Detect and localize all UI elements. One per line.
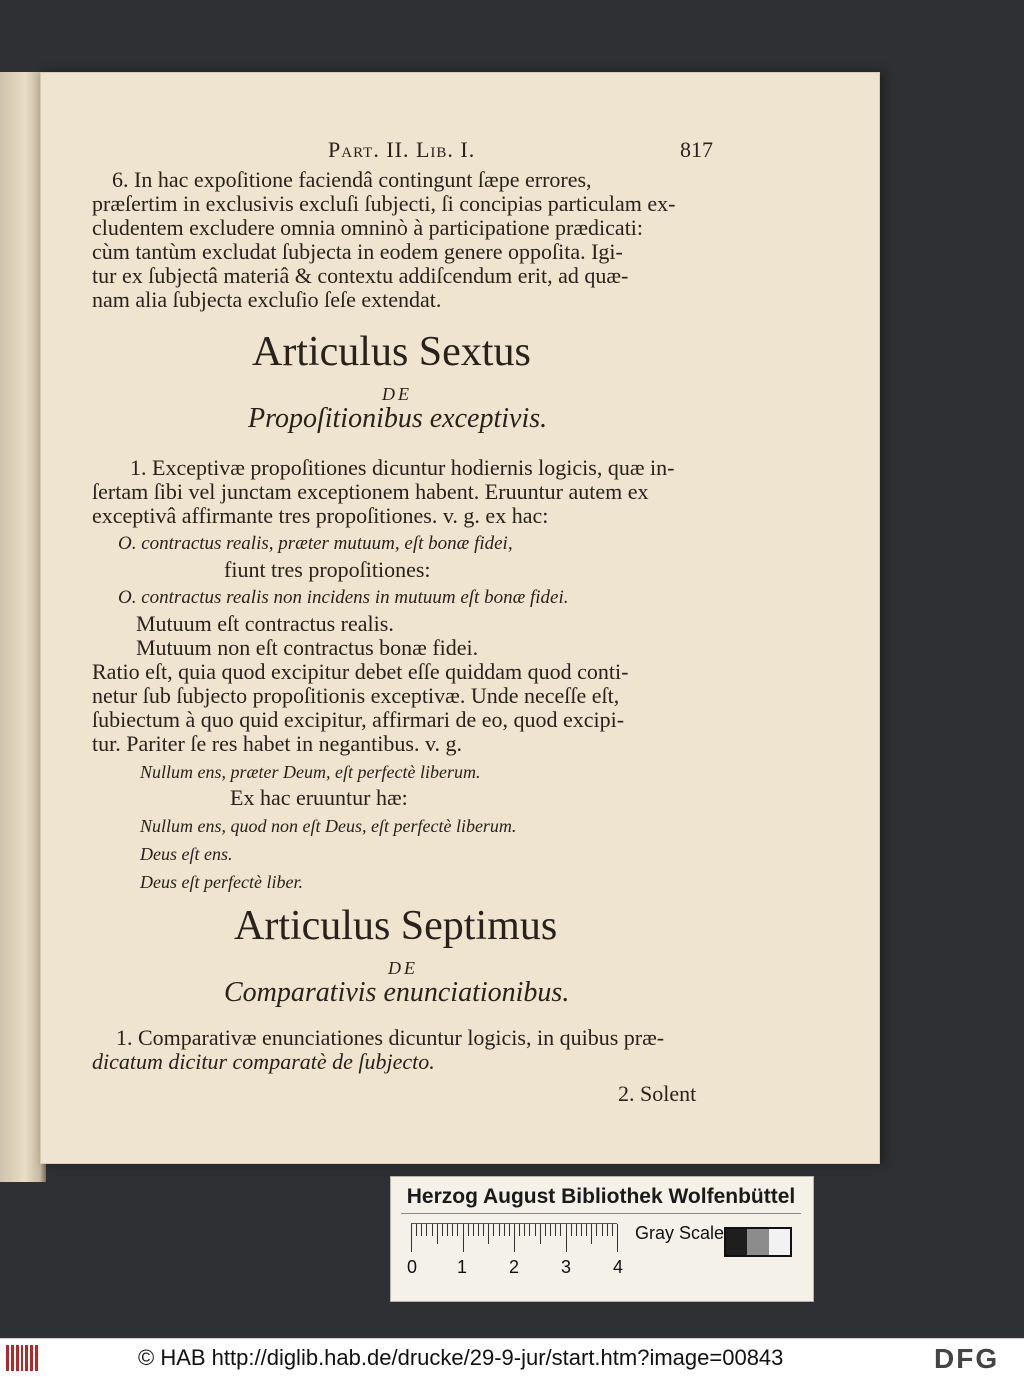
- ruler-tick: [463, 1224, 464, 1252]
- ruler-number: 4: [613, 1257, 624, 1277]
- example-line: Deus eſt ens.: [140, 844, 233, 864]
- ruler-tick: [457, 1224, 458, 1236]
- ruler-tick: [452, 1224, 453, 1236]
- article-subheading: Propoſitionibus exceptivis.: [248, 403, 548, 434]
- text-line: 1. Exceptivæ propoſitiones dicuntur hodiernis logicis, quæ in-: [130, 455, 675, 480]
- ruler-tick: [566, 1224, 567, 1252]
- ruler-tick: [540, 1224, 541, 1244]
- ruler-tick: [596, 1224, 597, 1236]
- text-line: netur ſub ſubjecto propoſitionis exceptivæ. Unde neceſſe eſt,: [92, 683, 620, 708]
- text-line: ſertam ſibi vel junctam exceptionem habent. Eruuntur autem ex: [92, 479, 649, 504]
- ruler-tick: [437, 1224, 438, 1244]
- running-header: Part. II. Lib. I.: [328, 137, 476, 162]
- text-line: præſertim in exclusivis excluſi ſubjecti, ſi concipias particulam ex-: [92, 191, 676, 216]
- ruler-tick: [571, 1224, 572, 1236]
- gray-swatches: [724, 1227, 792, 1257]
- ruler-number: 2: [509, 1257, 520, 1277]
- ruler-tick: [493, 1224, 494, 1236]
- example-line: O. contractus realis, præter mutuum, eſt bonæ fidei,: [118, 533, 513, 554]
- gray-swatch-mid: [747, 1229, 768, 1255]
- text-line: Mutuum non eſt contractus bonæ fidei.: [136, 635, 479, 660]
- ruler-tick: [519, 1224, 520, 1236]
- ruler-tick: [499, 1224, 500, 1236]
- ruler-number: 0: [407, 1257, 418, 1277]
- footer-copyright: © HAB http://diglib.hab.de/drucke/29-9-jur/start.htm?image=00843: [138, 1345, 784, 1370]
- example-line: Nullum ens, præter Deum, eſt perfectè liberum.: [140, 762, 481, 782]
- article-subheading: Comparativis enunciationibus.: [224, 977, 570, 1008]
- text-line: dicatum dicitur comparatè de ſubjecto.: [92, 1049, 435, 1074]
- ruler-tick: [473, 1224, 474, 1236]
- ruler-tick: [591, 1224, 592, 1244]
- ruler-tick: [545, 1224, 546, 1236]
- ruler-tick: [421, 1224, 422, 1236]
- example-line: Deus eſt perfectè liber.: [140, 872, 303, 892]
- page-number: 817: [680, 137, 713, 162]
- ruler-tick: [586, 1224, 587, 1236]
- ruler-tick: [607, 1224, 608, 1236]
- ruler-tick: [432, 1224, 433, 1236]
- ruler-tick: [524, 1224, 525, 1236]
- ruler-tick: [514, 1224, 515, 1252]
- article-de: DE: [382, 384, 412, 404]
- text-line: 1. Comparativæ enunciationes dicuntur logicis, in quibus præ-: [116, 1025, 665, 1050]
- ruler-number: 1: [457, 1257, 468, 1277]
- text-line: ſubiectum à quo quid excipitur, affirmari de eo, quod excipi-: [92, 707, 625, 732]
- hab-logo-icon: [6, 1345, 38, 1371]
- ruler-tick: [535, 1224, 536, 1236]
- text-line: exceptivâ affirmante tres propoſitiones. v. g. ex hac:: [92, 503, 549, 528]
- ruler-tick: [504, 1224, 505, 1236]
- text-line: tur ex ſubjectâ materiâ & contextu addiſcendum erit, ad quæ-: [92, 263, 629, 288]
- ruler-number: 3: [561, 1257, 572, 1277]
- text-line: tur. Pariter ſe res habet in negantibus. v. g.: [92, 731, 463, 756]
- article-heading: Articulus Sextus: [252, 329, 531, 375]
- catchword: 2. Solent: [618, 1081, 697, 1106]
- ruler-tick: [447, 1224, 448, 1236]
- ruler-tick: [468, 1224, 469, 1236]
- text-line: cludentem excludere omnia omninò à participatione prædicati:: [92, 215, 644, 240]
- ruler-tick: [581, 1224, 582, 1236]
- gray-swatch-light: [769, 1229, 790, 1255]
- ruler-tick: [416, 1224, 417, 1236]
- example-line: O. contractus realis non incidens in mutuum eſt bonæ fidei.: [118, 587, 569, 608]
- ruler-tick: [488, 1224, 489, 1244]
- scale-ruler: [411, 1223, 617, 1252]
- ruler-tick: [555, 1224, 556, 1236]
- article-heading: Articulus Septimus: [234, 903, 558, 949]
- target-title: Herzog August Bibliothek Wolfenbüttel: [401, 1185, 801, 1214]
- ruler-tick: [426, 1224, 427, 1236]
- article-de: DE: [388, 958, 418, 978]
- ruler-tick: [478, 1224, 479, 1236]
- ruler-tick: [483, 1224, 484, 1236]
- text-line: Ex hac eruuntur hæ:: [230, 785, 408, 810]
- gray-swatch-dark: [726, 1229, 747, 1255]
- ruler-tick: [411, 1224, 412, 1252]
- ruler-tick: [612, 1224, 613, 1236]
- text-line: Ratio eſt, quia quod excipitur debet eſſe quiddam quod conti-: [92, 659, 629, 684]
- ruler-tick: [509, 1224, 510, 1236]
- ruler-tick: [550, 1224, 551, 1236]
- ruler-tick: [529, 1224, 530, 1236]
- footer-bar: [0, 1338, 1024, 1377]
- color-target-card: [390, 1176, 814, 1302]
- text-line: fiunt tres propoſitiones:: [224, 557, 431, 582]
- ruler-tick: [560, 1224, 561, 1236]
- gray-scale-label: Gray Scale: [635, 1223, 725, 1243]
- ruler-tick: [602, 1224, 603, 1236]
- text-line: 6. In hac expoſitione faciendâ contingunt ſæpe errores,: [112, 167, 592, 192]
- ruler-tick: [576, 1224, 577, 1236]
- text-line: Mutuum eſt contractus realis.: [136, 611, 394, 636]
- text-line: cùm tantùm excludat ſubjecta in eodem genere oppoſita. Igi-: [92, 239, 623, 264]
- example-line: Nullum ens, quod non eſt Deus, eſt perfectè liberum.: [140, 816, 517, 836]
- ruler-tick: [442, 1224, 443, 1236]
- text-line: nam alia ſubjecta excluſio ſeſe extendat.: [92, 287, 442, 312]
- book-page: [40, 72, 880, 1164]
- ruler-tick: [617, 1224, 618, 1252]
- dfg-logo: DFG: [934, 1343, 1000, 1374]
